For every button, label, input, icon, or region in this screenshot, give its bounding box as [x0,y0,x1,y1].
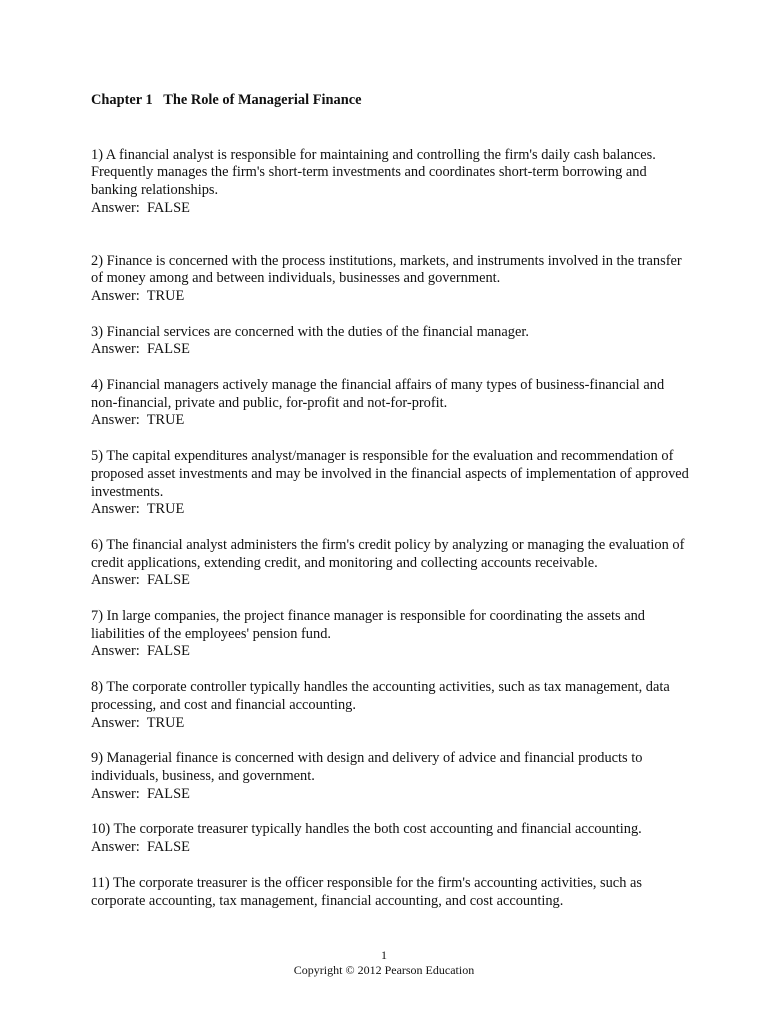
question-1 [91,147,691,218]
spacer [91,590,691,608]
question-4 [91,377,691,430]
question-answer: Answer: TRUE [91,501,185,518]
question-answer: Answer: FALSE [91,341,190,358]
question-answer: Answer: FALSE [91,643,190,660]
chapter-title: Chapter 1 The Role of Managerial Finance [91,92,362,108]
page-content [91,92,691,910]
spacer [91,732,691,750]
question-text: 3) Financial services are concerned with the duties of the financial manager. [91,323,529,340]
question-9 [91,750,691,803]
question-text: 8) The corporate controller typically handles the accounting activities, such as tax management, data processing, and cost and financial accounting. [91,679,670,713]
question-6 [91,537,691,590]
question-2 [91,253,691,306]
question-text: 4) Financial managers actively manage the financial affairs of many types of business-financial and non-financial, private and public, for-profit and not-for-profit. [91,377,665,411]
question-answer: Answer: TRUE [91,714,185,731]
question-10 [91,821,691,856]
question-text: 2) Finance is concerned with the process institutions, markets, and instruments involved in the transfer of money among and between individuals, businesses and government. [91,252,682,287]
spacer [91,430,691,448]
question-answer: Answer: TRUE [91,412,185,429]
page-number: 1 [381,948,387,962]
question-11 [91,875,691,910]
question-answer: Answer: FALSE [91,785,190,802]
question-3 [91,324,691,359]
spacer [91,519,691,537]
question-text: 10) The corporate treasurer typically handles the both cost accounting and financial accounting. [91,821,642,838]
question-text: 1) A financial analyst is responsible for maintaining and controlling the firm's daily cash balances. Frequently manages the firm's short-term investments and coordinates short-term borrowing and banking relationships. [91,146,656,199]
question-answer: Answer: FALSE [91,572,190,589]
question-8 [91,679,691,732]
question-7 [91,608,691,661]
spacer [91,857,691,875]
question-answer: Answer: TRUE [91,287,185,304]
question-text: 5) The capital expenditures analyst/manager is responsible for the evaluation and recommendation of proposed asset investments and may be involved in the financial aspects of implementation of approved investments. [91,448,689,500]
question-answer: Answer: FALSE [91,839,190,856]
spacer [91,359,691,377]
spacer [91,661,691,679]
question-answer: Answer: FALSE [91,199,190,216]
spacer [91,306,691,324]
spacer [91,218,691,253]
question-text: 7) In large companies, the project finance manager is responsible for coordinating the assets and liabilities of the employees' pension fund. [91,608,645,642]
spacer [91,803,691,821]
question-text: 9) Managerial finance is concerned with design and delivery of advice and financial products to individuals, business, and government. [91,750,643,784]
question-5 [91,448,691,519]
copyright-notice: Copyright © 2012 Pearson Education [293,963,475,977]
question-text: 6) The financial analyst administers the firm's credit policy by analyzing or managing the evaluation of credit applications, extending credit, and monitoring and collecting accounts receivable. [91,536,685,571]
question-text: 11) The corporate treasurer is the officer responsible for the firm's accounting activities, such as corporate accounting, tax management, financial accounting, and cost accounting. [91,874,642,909]
